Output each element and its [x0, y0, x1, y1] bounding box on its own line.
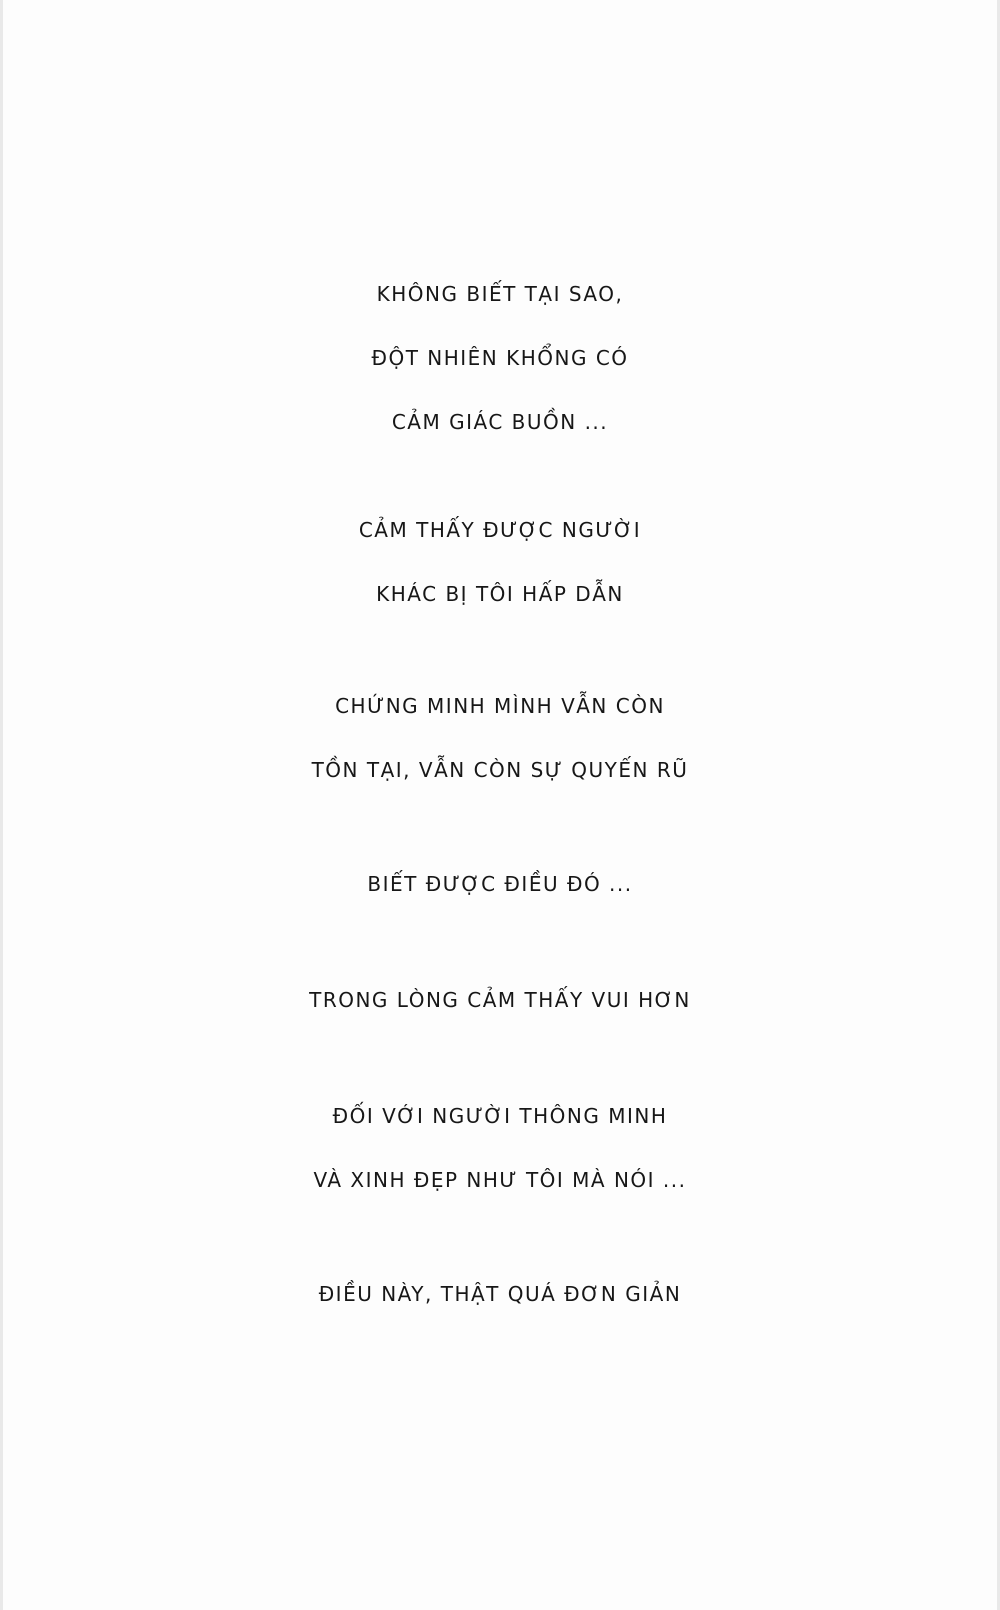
text-line: CHỨNG MINH MÌNH VẪN CÒN — [335, 694, 665, 718]
text-block-4 — [0, 852, 1000, 916]
text-line: CẢM GIÁC BUỒN ... — [391, 410, 609, 434]
text-block-1 — [0, 262, 1000, 454]
text-block-2 — [0, 498, 1000, 626]
text-block-5 — [0, 968, 1000, 1032]
text-line: KHÔNG BIẾT TẠI SAO, — [376, 282, 624, 306]
text-line: ĐIỀU NÀY, THẬT QUÁ ĐƠN GIẢN — [318, 1282, 682, 1306]
text-line: VÀ XINH ĐẸP NHƯ TÔI MÀ NÓI ... — [313, 1168, 687, 1192]
text-line: BIẾT ĐƯỢC ĐIỀU ĐÓ ... — [367, 872, 633, 896]
text-line: KHÁC BỊ TÔI HẤP DẪN — [376, 582, 624, 606]
text-block-3 — [0, 674, 1000, 802]
text-line: ĐỘT NHIÊN KHỔNG CÓ — [371, 346, 629, 370]
text-block-6 — [0, 1084, 1000, 1212]
text-line: CẢM THẤY ĐƯỢC NGƯỜI — [358, 518, 642, 542]
text-line: ĐỐI VỚI NGƯỜI THÔNG MINH — [332, 1104, 668, 1128]
text-block-7 — [0, 1262, 1000, 1326]
page-text-body — [0, 262, 1000, 1326]
text-line: TRONG LÒNG CẢM THẤY VUI HƠN — [309, 988, 691, 1012]
text-line: TỒN TẠI, VẪN CÒN SỰ QUYẾN RŨ — [311, 758, 689, 782]
